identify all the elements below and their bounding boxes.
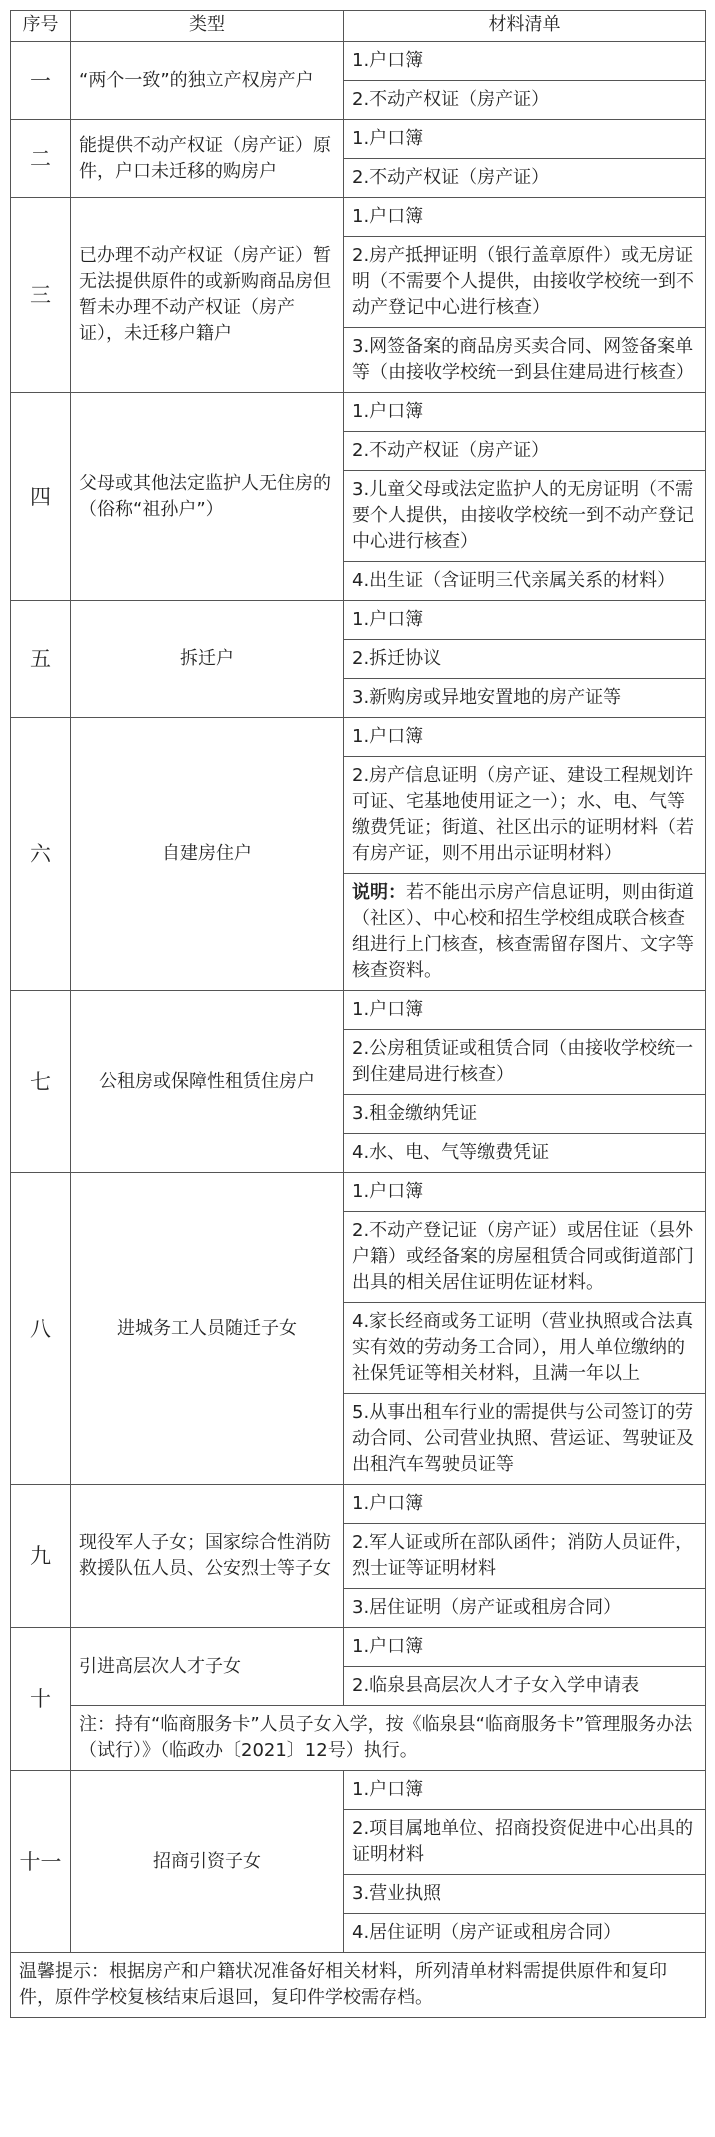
material-item: 2.不动产权证（房产证） [344, 81, 706, 120]
material-item: 2.临泉县高层次人才子女入学申请表 [344, 1667, 706, 1706]
material-item: 4.家长经商或务工证明（营业执照或合法真实有效的劳动务工合同），用人单位缴纳的社保凭证等相关材料，且满一年以上 [344, 1303, 706, 1394]
material-item: 3.新购房或异地安置地的房产证等 [344, 679, 706, 718]
row-seq: 一 [11, 42, 71, 120]
material-item: 1.户口簿 [344, 120, 706, 159]
material-item: 2.项目属地单位、招商投资促进中心出具的证明材料 [344, 1810, 706, 1875]
footer-tip: 温馨提示：根据房产和户籍状况准备好相关材料，所列清单材料需提供原件和复印件，原件学校复核结束后退回，复印件学校需存档。 [11, 1953, 706, 2018]
row-type: “两个一致”的独立产权房产户 [71, 42, 344, 120]
material-item: 3.租金缴纳凭证 [344, 1095, 706, 1134]
table-row [11, 601, 706, 640]
note-cell: 注：持有“临商服务卡”人员子女入学，按《临泉县“临商服务卡”管理服务办法（试行）》（临政办〔2021〕12号）执行。 [71, 1706, 706, 1771]
row-type: 自建房住户 [71, 718, 344, 991]
table-row [11, 42, 706, 81]
row-type: 父母或其他法定监护人无住房的（俗称“祖孙户”） [71, 393, 344, 601]
table-row [11, 718, 706, 757]
table-footer-row [11, 1953, 706, 2018]
table-row [11, 120, 706, 159]
material-item: 1.户口簿 [344, 1485, 706, 1524]
note-text: 若不能出示房产信息证明，则由街道（社区）、中心校和招生学校组成联合核查组进行上门核查，核查需留存图片、文字等核查资料。 [352, 882, 694, 981]
table-row [11, 1173, 706, 1212]
material-item: 1.户口簿 [344, 198, 706, 237]
material-item: 2.房产信息证明（房产证、建设工程规划许可证、宅基地使用证之一）；水、电、气等缴费凭证；街道、社区出示的证明材料（若有房产证，则不用出示证明材料） [344, 757, 706, 874]
material-item: 2.不动产权证（房产证） [344, 159, 706, 198]
table-row [11, 198, 706, 237]
material-item: 1.户口簿 [344, 1771, 706, 1810]
material-item: 1.户口簿 [344, 1173, 706, 1212]
material-item: 2.不动产登记证（房产证）或居住证（县外户籍）或经备案的房屋租赁合同或街道部门出具的相关居住证明佐证材料。 [344, 1212, 706, 1303]
row-seq: 十一 [11, 1771, 71, 1953]
row-seq: 八 [11, 1173, 71, 1485]
header-materials: 材料清单 [344, 11, 706, 42]
header-seq: 序号 [11, 11, 71, 42]
table-row [11, 1628, 706, 1667]
material-item: 1.户口簿 [344, 393, 706, 432]
table-header-row [11, 11, 706, 42]
note-label: 说明： [352, 882, 406, 903]
material-item: 2.公房租赁证或租赁合同（由接收学校统一到住建局进行核查） [344, 1030, 706, 1095]
material-item: 1.户口簿 [344, 1628, 706, 1667]
note-cell [344, 874, 706, 991]
row-type: 已办理不动产权证（房产证）暂无法提供原件的或新购商品房但暂未办理不动产权证（房产证），未迁移户籍户 [71, 198, 344, 393]
material-item: 1.户口簿 [344, 718, 706, 757]
row-seq: 六 [11, 718, 71, 991]
row-seq: 四 [11, 393, 71, 601]
material-item: 3.儿童父母或法定监护人的无房证明（不需要个人提供，由接收学校统一到不动产登记中心进行核查） [344, 471, 706, 562]
material-item: 1.户口簿 [344, 42, 706, 81]
material-item: 2.拆迁协议 [344, 640, 706, 679]
material-item: 2.房产抵押证明（银行盖章原件）或无房证明（不需要个人提供，由接收学校统一到不动产登记中心进行核查） [344, 237, 706, 328]
row-seq: 五 [11, 601, 71, 718]
row-type: 引进高层次人才子女 [71, 1628, 344, 1706]
row-type: 招商引资子女 [71, 1771, 344, 1953]
material-item: 4.水、电、气等缴费凭证 [344, 1134, 706, 1173]
row-seq: 七 [11, 991, 71, 1173]
table-row [11, 1706, 706, 1771]
row-type: 能提供不动产权证（房产证）原件，户口未迁移的购房户 [71, 120, 344, 198]
material-item: 4.出生证（含证明三代亲属关系的材料） [344, 562, 706, 601]
row-type: 现役军人子女；国家综合性消防救援队伍人员、公安烈士等子女 [71, 1485, 344, 1628]
material-item: 3.网签备案的商品房买卖合同、网签备案单等（由接收学校统一到县住建局进行核查） [344, 328, 706, 393]
row-seq: 二 [11, 120, 71, 198]
materials-table [10, 10, 706, 2018]
table-row [11, 393, 706, 432]
material-item: 4.居住证明（房产证或租房合同） [344, 1914, 706, 1953]
row-seq: 十 [11, 1628, 71, 1771]
row-seq: 九 [11, 1485, 71, 1628]
material-item: 5.从事出租车行业的需提供与公司签订的劳动合同、公司营业执照、营运证、驾驶证及出租汽车驾驶员证等 [344, 1394, 706, 1485]
row-seq: 三 [11, 198, 71, 393]
row-type: 拆迁户 [71, 601, 344, 718]
material-item: 3.居住证明（房产证或租房合同） [344, 1589, 706, 1628]
material-item: 3.营业执照 [344, 1875, 706, 1914]
material-item: 1.户口簿 [344, 601, 706, 640]
row-type: 公租房或保障性租赁住房户 [71, 991, 344, 1173]
table-row [11, 991, 706, 1030]
table-row [11, 1485, 706, 1524]
material-item: 2.军人证或所在部队函件；消防人员证件，烈士证等证明材料 [344, 1524, 706, 1589]
material-item: 2.不动产权证（房产证） [344, 432, 706, 471]
header-type: 类型 [71, 11, 344, 42]
table-row [11, 1771, 706, 1810]
material-item: 1.户口簿 [344, 991, 706, 1030]
row-type: 进城务工人员随迁子女 [71, 1173, 344, 1485]
